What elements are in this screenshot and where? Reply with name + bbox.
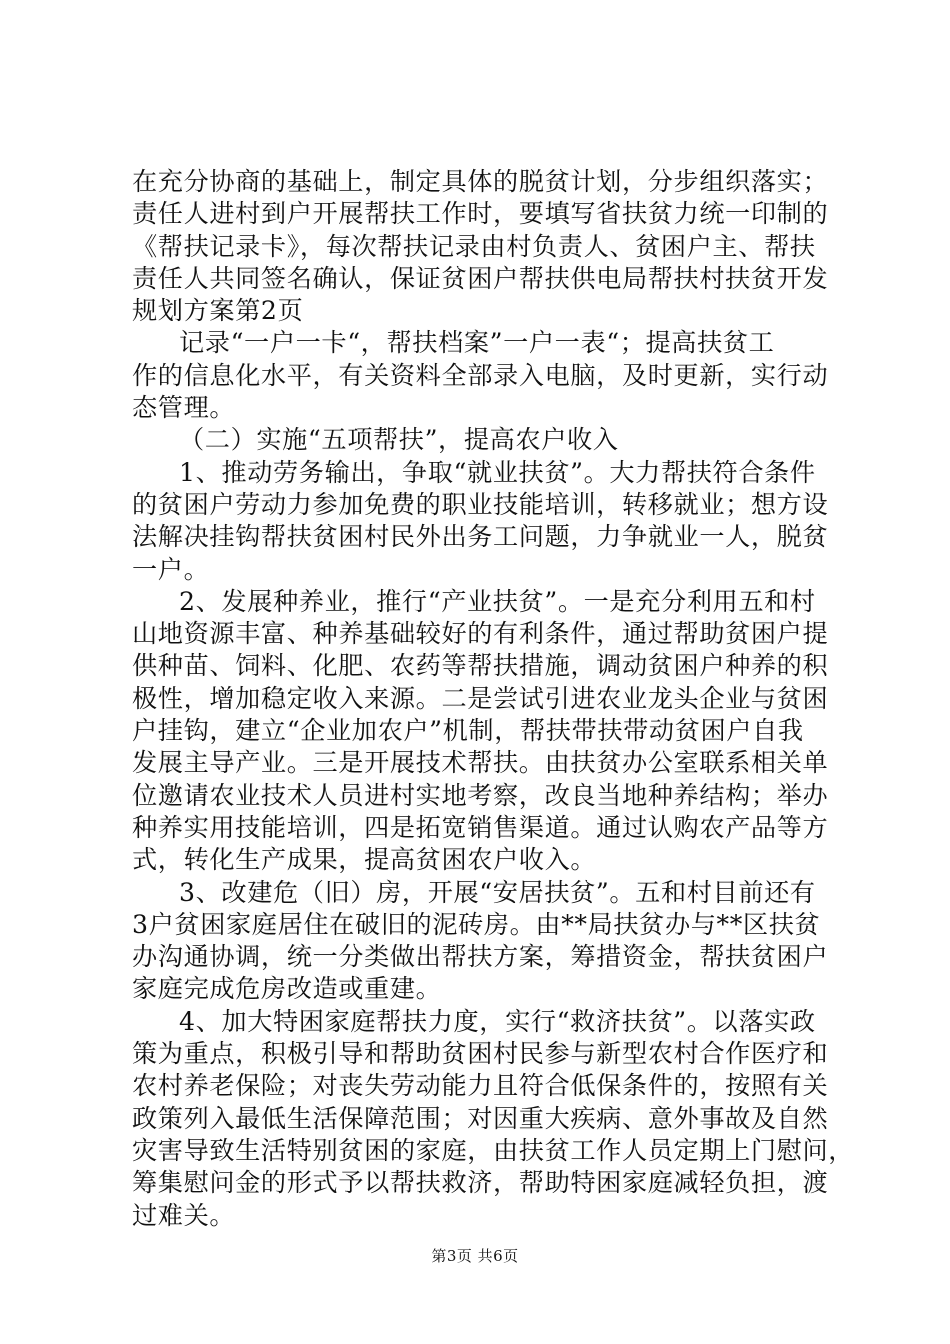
text-line: 4、加大特困家庭帮扶力度，实行“救济扶贫”。以落实政 bbox=[179, 1006, 816, 1036]
text-line: 3户贫困家庭居住在破旧的泥砖房。由**局扶贫办与**区扶贫 bbox=[132, 909, 821, 939]
text-line: 山地资源丰富、种养基础较好的有利条件，通过帮助贫困户提 bbox=[132, 619, 829, 649]
text-line: 责任人进村到户开展帮扶工作时，要填写省扶贫力统一印制的 bbox=[132, 199, 829, 229]
text-line: 一户。 bbox=[132, 554, 210, 584]
text-line: 规划方案第2页 bbox=[132, 296, 304, 326]
text-line: 2、发展种养业，推行“产业扶贫”。一是充分利用五和村 bbox=[179, 586, 816, 616]
text-line: 极性，增加稳定收入来源。二是尝试引进农业龙头企业与贫困 bbox=[132, 683, 829, 713]
text-line: 发展主导产业。三是开展技术帮扶。由扶贫办公室联系相关单 bbox=[132, 748, 829, 778]
text-line: 户挂钩，建立“企业加农户”机制，帮扶带扶带动贫困户自我 bbox=[132, 716, 804, 746]
text-line: 政策列入最低生活保障范围；对因重大疾病、意外事故及自然 bbox=[132, 1103, 829, 1133]
text-line: 灾害导致生活特别贫困的家庭，由扶贫工作人员定期上门慰问， bbox=[132, 1135, 855, 1165]
text-line: 农村养老保险；对丧失劳动能力且符合低保条件的，按照有关 bbox=[132, 1071, 829, 1101]
page-number: 第3页 共6页 bbox=[431, 1247, 519, 1265]
text-line: 3、改建危（旧）房，开展“安居扶贫”。五和村目前还有 bbox=[179, 877, 816, 907]
text-line: 责任人共同签名确认，保证贫困户帮扶供电局帮扶村扶贫开发 bbox=[132, 263, 829, 293]
text-line: 式，转化生产成果，提高贫困农户收入。 bbox=[132, 845, 597, 875]
text-line: 供种苗、饲料、化肥、农药等帮扶措施，调动贫困户种养的积 bbox=[132, 651, 829, 681]
text-line: 法解决挂钩帮扶贫困村民外出务工问题，力争就业一人，脱贫 bbox=[132, 522, 829, 552]
document-body bbox=[132, 166, 855, 1232]
section-heading: （二）实施“五项帮扶”，提高农户收入 bbox=[179, 425, 619, 455]
text-line: 家庭完成危房改造或重建。 bbox=[132, 974, 442, 1004]
text-line: 筹集慰问金的形式予以帮扶救济，帮助特困家庭减轻负担，渡 bbox=[132, 1168, 829, 1198]
text-line: 种养实用技能培训，四是拓宽销售渠道。通过认购农产品等方 bbox=[132, 812, 829, 842]
text-line: 在充分协商的基础上，制定具体的脱贫计划，分步组织落实； bbox=[132, 167, 829, 196]
text-line: 位邀请农业技术人员进村实地考察，改良当地种养结构；举办 bbox=[132, 780, 829, 810]
text-line: 记录“一户一卡“，帮扶档案”一户一表“；提高扶贫工 bbox=[179, 328, 775, 358]
text-line: 1、推动劳务输出，争取“就业扶贫”。大力帮扶符合条件 bbox=[179, 457, 816, 487]
text-line: 《帮扶记录卡》，每次帮扶记录由村负责人、贫困户主、帮扶 bbox=[132, 231, 816, 261]
text-line: 态管理。 bbox=[132, 393, 236, 423]
text-line: 过难关。 bbox=[132, 1200, 236, 1230]
text-line: 办沟通协调，统一分类做出帮扶方案，筹措资金，帮扶贫困户 bbox=[132, 942, 829, 972]
text-line: 的贫困户劳动力参加免费的职业技能培训，转移就业；想方设 bbox=[132, 489, 829, 519]
text-line: 作的信息化水平，有关资料全部录入电脑，及时更新，实行动 bbox=[132, 360, 829, 390]
text-line: 策为重点，积极引导和帮助贫困村民参与新型农村合作医疗和 bbox=[132, 1039, 829, 1069]
